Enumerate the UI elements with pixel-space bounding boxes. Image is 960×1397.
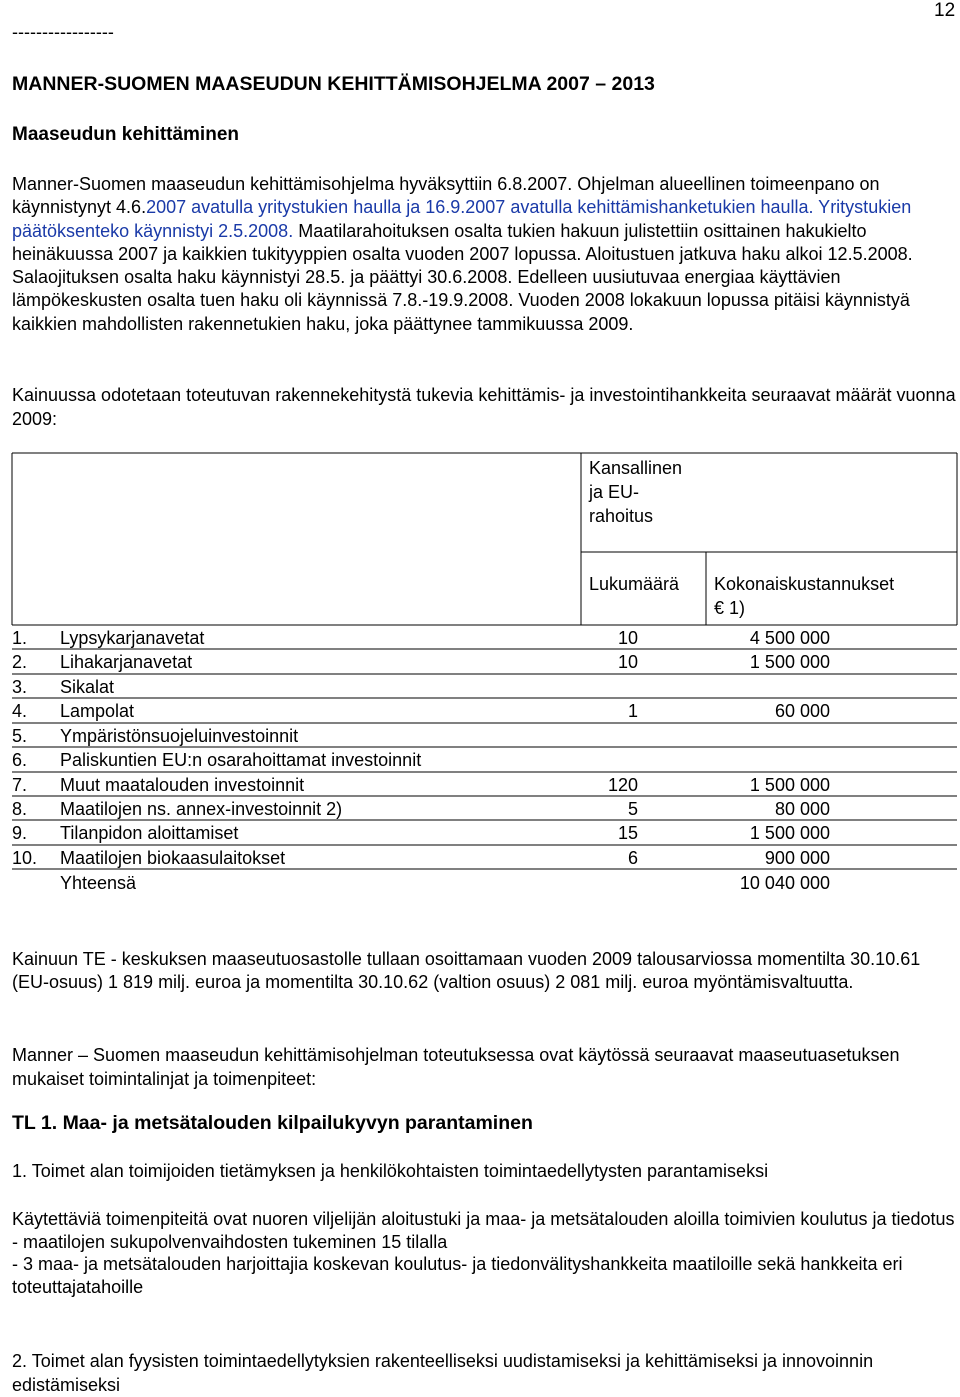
measures-intro-paragraph: Manner – Suomen maaseudun kehittämisohjelman toteutuksessa ovat käytössä seuraavat maaseutuasetuksen mukaiset toimintalinjat ja toimenpiteet: [12, 1045, 900, 1089]
measure-2-paragraph: 2. Toimet alan fyysisten toimintaedellytyksien rakenteelliseksi uudistamiseksi ja kehittämiseksi ja innovoinnin edistämiseksi [12, 1351, 874, 1395]
row-count: 10 [617, 652, 638, 672]
measure-details [12, 1208, 957, 1298]
row-number: 2. [12, 652, 28, 672]
row-count: 15 [617, 823, 638, 843]
measure-details-line-2: - maatilojen sukupolvenvaihdosten tukeminen 15 tilalla [12, 1231, 448, 1252]
intro-text-start: Manner-Suomen maaseudun kehittämisohjelma hyväksyttiin 6.8.2007. Ohjelman alueellinen toimeenpano on käynnistynyt 4.6. [12, 174, 880, 218]
row-number: 8. [12, 799, 28, 819]
row-name: Lampolat [60, 701, 135, 721]
header-group-line-1: Kansallinen [589, 458, 683, 478]
document-title: MANNER-SUOMEN MAASEUDUN KEHITTÄMISOHJELMA 2007 – 2013 [12, 73, 655, 95]
measure-1-paragraph: 1. Toimet alan toimijoiden tietämyksen ja henkilökohtaisten toimintaedellytysten parantamiseksi [12, 1161, 769, 1181]
table-intro-paragraph: Kainuussa odotetaan toteutuvan rakennekehitystä tukevia kehittämis- ja investointihankkeita seuraavat määrät vuonna 2009: [12, 385, 956, 429]
row-name: Sikalat [60, 677, 115, 697]
intro-text-end: Maatilarahoituksen osalta tukien hakuun julistettiin osittainen hakukielto heinäkuussa 2007 ja kaikkien tukityyppien osalta vuoden 2007 lopussa. Aloitustuen jatkuva haku alkoi 12.5.2008. Salaojituksen osalta haku käynnistyi 28.5. ja päättyi 30.6.2008. Edelleen uusiutuvaa energiaa käyttävien lämpökeskusten osalta tuen haku oli käynnissä 7.8.-19.9.2008. Vuoden 2008 lokakuun lopussa pitäisi käynnistyä kaikkien mahdollisten rakennetukien haku, joka päättynee tammikuussa 2009. [12, 220, 913, 334]
row-cost: 1 500 000 [749, 652, 830, 672]
funding-paragraph: Kainuun TE - keskuksen maaseutuosastolle tullaan osoittamaan vuoden 2009 talousarviossa momentilta 30.10.61 (EU-osuus) 1 819 milj. euroa ja momentilta 30.10.62 (valtion osuus) 2 081 milj. euroa myöntämisvaltuutta. [12, 949, 921, 992]
header-dashes: ----------------- [12, 22, 114, 42]
header-group-line-2: ja EU- [589, 482, 640, 502]
measure-details-line-3: - 3 maa- ja metsätalouden harjoittajia koskevan koulutus- ja tiedonvälityshankkeita maatiloille sekä hankkeita eri toteuttajatahoille [12, 1254, 903, 1297]
row-count: 6 [627, 848, 638, 868]
row-cost: 900 000 [764, 848, 830, 868]
row-number: 7. [12, 775, 28, 795]
row-count: 120 [607, 775, 638, 795]
header-group-line-3: rahoitus [589, 506, 654, 526]
intro-text-highlight: 2007 avatulla yritystukien haulla ja 16.9.2007 avatulla kehittämishanketukien haulla. Yritystukien päätöksenteko käynnistyi 2.5.2008. [12, 197, 912, 241]
row-number: 10. [12, 848, 38, 868]
row-cost: 80 000 [774, 799, 830, 819]
row-number: 9. [12, 823, 28, 843]
intro-paragraph [12, 173, 957, 336]
row-name: Maatilojen biokaasulaitokset [60, 848, 286, 868]
row-name: Lypsykarjanavetat [60, 628, 205, 648]
row-cost: 1 500 000 [749, 775, 830, 795]
table-header-group [589, 456, 682, 528]
row-number: 5. [12, 726, 28, 746]
section-heading: Maaseudun kehittäminen [12, 124, 239, 145]
header-count: Lukumäärä [589, 574, 680, 594]
row-cost: 1 500 000 [749, 823, 830, 843]
tl1-heading: TL 1. Maa- ja metsätalouden kilpailukyvyn parantaminen [12, 1112, 533, 1134]
row-cost: 60 000 [774, 701, 830, 721]
row-count: 1 [627, 701, 638, 721]
total-cost: 10 040 000 [739, 873, 830, 893]
page-number: 12 [934, 0, 956, 21]
row-name: Lihakarjanavetat [60, 652, 193, 672]
row-name: Muut maatalouden investoinnit [60, 775, 305, 795]
row-number: 1. [12, 628, 28, 648]
row-name: Paliskuntien EU:n osarahoittamat investoinnit [60, 750, 422, 770]
row-number: 4. [12, 701, 28, 721]
row-count: 10 [617, 628, 638, 648]
row-name: Tilanpidon aloittamiset [60, 823, 239, 843]
measure-details-line-1: Käytettäviä toimenpiteitä ovat nuoren viljelijän aloitustuki ja maa- ja metsätalouden aloilla toimivien koulutus ja tiedotus [12, 1209, 955, 1229]
total-label: Yhteensä [60, 873, 137, 893]
row-name: Ympäristönsuojeluinvestoinnit [60, 726, 299, 746]
row-number: 6. [12, 750, 28, 770]
header-cost-unit: € 1) [714, 598, 746, 618]
row-number: 3. [12, 677, 28, 697]
row-count: 5 [627, 799, 638, 819]
row-name: Maatilojen ns. annex-investoinnit 2) [60, 799, 343, 819]
header-cost: Kokonaiskustannukset [714, 574, 895, 594]
row-cost: 4 500 000 [749, 628, 830, 648]
